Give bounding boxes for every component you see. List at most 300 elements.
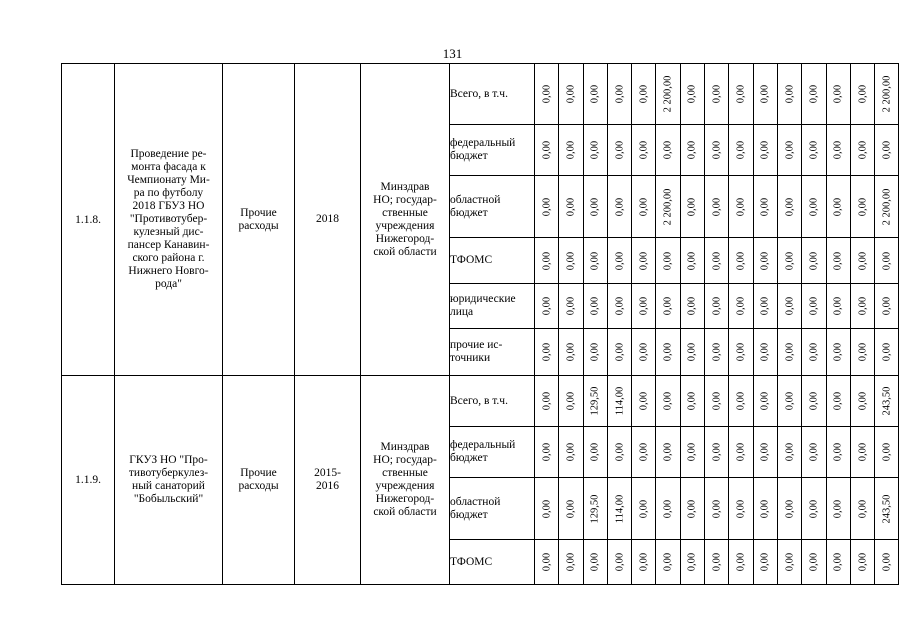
value-text: 0,00 <box>638 391 650 411</box>
value-text: 0,00 <box>711 342 723 362</box>
value-cell <box>656 329 680 376</box>
value-cell <box>559 125 583 176</box>
value-text: 0,00 <box>857 499 868 518</box>
item-title: Проведение ре- монта фасада к Чемпионату Ми- ра по футболу 2018 ГБУЗ НО "Противотубер- кулезный дис- пансер Канавин- ского района г. Нижнего Новго- рода" <box>115 64 223 376</box>
value-text: 0,00 <box>784 342 796 362</box>
value-text: 0,00 <box>808 296 820 316</box>
value-text: 0,00 <box>589 140 601 160</box>
item-title: ГКУЗ НО "Про- тивотуберкулез- ный санаторий "Бобыльский" <box>115 376 223 585</box>
value-cell <box>777 427 801 478</box>
value-cell <box>850 376 874 427</box>
value-cell <box>583 284 607 329</box>
value-text: 0,00 <box>784 197 796 216</box>
value-text: 0,00 <box>759 197 771 216</box>
value-text: 0,00 <box>857 84 868 104</box>
value-cell <box>802 478 826 540</box>
value-cell <box>632 478 656 540</box>
value-cell <box>875 540 899 585</box>
value-cell <box>535 125 559 176</box>
value-text: 0,00 <box>541 251 553 270</box>
value-cell <box>559 376 583 427</box>
value-cell <box>826 176 850 238</box>
value-text: 0,00 <box>541 442 553 462</box>
value-cell <box>535 329 559 376</box>
value-cell <box>632 238 656 284</box>
value-cell <box>632 125 656 176</box>
value-cell <box>705 238 729 284</box>
value-cell <box>632 376 656 427</box>
value-cell <box>607 329 631 376</box>
value-text: 0,00 <box>662 442 674 462</box>
value-cell <box>583 478 607 540</box>
value-cell <box>729 478 753 540</box>
value-text: 0,00 <box>735 197 747 216</box>
value-cell <box>535 238 559 284</box>
value-cell <box>583 329 607 376</box>
value-text: 0,00 <box>808 251 820 270</box>
value-text: 0,00 <box>832 197 844 216</box>
value-text: 0,00 <box>541 391 553 411</box>
value-text: 0,00 <box>711 499 723 518</box>
value-text: 0,00 <box>759 391 771 411</box>
funding-source: Всего, в т.ч. <box>450 376 535 427</box>
value-cell <box>875 329 899 376</box>
funding-source: федеральный бюджет <box>450 427 535 478</box>
value-cell <box>753 238 777 284</box>
value-cell <box>826 540 850 585</box>
value-text: 0,00 <box>857 140 868 160</box>
value-cell <box>729 376 753 427</box>
funding-source: Всего, в т.ч. <box>450 64 535 125</box>
value-cell <box>753 540 777 585</box>
expense-type: Прочие расходы <box>223 64 295 376</box>
value-cell <box>705 64 729 125</box>
value-text: 0,00 <box>832 84 844 104</box>
value-text: 0,00 <box>711 197 723 216</box>
value-text: 0,00 <box>662 391 674 411</box>
funding-source: юридические лица <box>450 284 535 329</box>
value-text: 129,50 <box>589 386 601 416</box>
value-text: 0,00 <box>638 499 650 518</box>
value-cell <box>607 376 631 427</box>
value-cell <box>583 540 607 585</box>
value-text: 0,00 <box>857 442 868 462</box>
value-text: 0,00 <box>614 197 626 216</box>
value-cell <box>607 284 631 329</box>
value-cell <box>753 284 777 329</box>
value-cell <box>656 427 680 478</box>
value-text: 0,00 <box>638 342 650 362</box>
value-cell <box>535 284 559 329</box>
budget-table <box>61 63 899 585</box>
value-cell <box>729 64 753 125</box>
value-text: 0,00 <box>832 499 844 518</box>
value-cell <box>656 540 680 585</box>
value-text: 0,00 <box>784 552 796 572</box>
value-cell <box>705 176 729 238</box>
value-text: 2 200,00 <box>881 188 893 225</box>
value-text: 0,00 <box>808 442 820 462</box>
value-cell <box>729 125 753 176</box>
value-cell <box>826 284 850 329</box>
value-text: 0,00 <box>589 442 601 462</box>
value-text: 0,00 <box>565 140 577 160</box>
value-cell <box>656 125 680 176</box>
value-text: 0,00 <box>759 296 771 316</box>
value-cell <box>753 427 777 478</box>
value-cell <box>632 329 656 376</box>
value-cell <box>753 176 777 238</box>
value-text: 2 200,00 <box>662 75 674 113</box>
value-text: 0,00 <box>565 552 577 572</box>
years: 2018 <box>295 64 361 376</box>
value-cell <box>535 64 559 125</box>
value-text: 114,00 <box>614 386 626 416</box>
value-cell <box>826 238 850 284</box>
value-text: 0,00 <box>614 296 626 316</box>
value-text: 2 200,00 <box>881 75 893 113</box>
value-text: 0,00 <box>857 251 868 270</box>
value-cell <box>875 376 899 427</box>
value-cell <box>680 176 704 238</box>
value-text: 0,00 <box>759 84 771 104</box>
value-text: 0,00 <box>759 342 771 362</box>
value-text: 0,00 <box>832 552 844 572</box>
value-text: 0,00 <box>589 197 601 216</box>
value-text: 0,00 <box>808 342 820 362</box>
value-text: 0,00 <box>589 342 601 362</box>
value-cell <box>826 478 850 540</box>
value-cell <box>607 238 631 284</box>
value-cell <box>535 176 559 238</box>
value-text: 0,00 <box>832 296 844 316</box>
value-cell <box>559 329 583 376</box>
value-text: 243,50 <box>881 386 893 416</box>
value-cell <box>753 64 777 125</box>
value-text: 243,50 <box>881 494 893 523</box>
value-text: 0,00 <box>808 552 820 572</box>
value-cell <box>729 284 753 329</box>
value-text: 0,00 <box>662 140 674 160</box>
funding-source: ТФОМС <box>450 540 535 585</box>
value-cell <box>535 540 559 585</box>
value-text: 0,00 <box>638 296 650 316</box>
value-cell <box>777 64 801 125</box>
value-cell <box>875 427 899 478</box>
funding-source: областной бюджет <box>450 176 535 238</box>
value-cell <box>632 427 656 478</box>
value-text: 0,00 <box>759 140 771 160</box>
value-text: 0,00 <box>881 442 893 462</box>
value-cell <box>656 284 680 329</box>
value-text: 0,00 <box>881 552 893 572</box>
value-cell <box>802 64 826 125</box>
value-cell <box>777 540 801 585</box>
expense-type: Прочие расходы <box>223 376 295 585</box>
value-text: 0,00 <box>808 197 820 216</box>
value-cell <box>535 376 559 427</box>
value-text: 0,00 <box>565 296 577 316</box>
funding-source: прочие ис- точники <box>450 329 535 376</box>
value-text: 0,00 <box>735 296 747 316</box>
value-text: 0,00 <box>662 499 674 518</box>
value-text: 0,00 <box>565 442 577 462</box>
value-text: 0,00 <box>735 342 747 362</box>
value-cell <box>802 427 826 478</box>
value-text: 0,00 <box>784 442 796 462</box>
value-text: 0,00 <box>541 342 553 362</box>
value-text: 0,00 <box>686 84 698 104</box>
value-cell <box>705 284 729 329</box>
value-text: 0,00 <box>638 251 650 270</box>
value-cell <box>850 540 874 585</box>
value-cell <box>777 376 801 427</box>
funding-source: ТФОМС <box>450 238 535 284</box>
value-text: 0,00 <box>614 342 626 362</box>
value-cell <box>559 540 583 585</box>
value-text: 0,00 <box>614 442 626 462</box>
value-text: 0,00 <box>614 140 626 160</box>
value-text: 0,00 <box>808 140 820 160</box>
value-text: 0,00 <box>541 140 553 160</box>
value-cell <box>875 478 899 540</box>
value-text: 114,00 <box>614 494 626 523</box>
value-text: 0,00 <box>711 442 723 462</box>
value-text: 0,00 <box>589 552 601 572</box>
value-cell <box>826 64 850 125</box>
value-cell <box>607 125 631 176</box>
value-text: 0,00 <box>832 140 844 160</box>
value-cell <box>802 329 826 376</box>
value-cell <box>680 284 704 329</box>
value-cell <box>850 125 874 176</box>
value-cell <box>729 238 753 284</box>
value-text: 0,00 <box>881 342 893 362</box>
value-cell <box>559 478 583 540</box>
value-text: 0,00 <box>589 296 601 316</box>
value-cell <box>583 376 607 427</box>
value-cell <box>802 284 826 329</box>
value-text: 0,00 <box>711 296 723 316</box>
value-text: 0,00 <box>832 391 844 411</box>
value-text: 0,00 <box>857 552 868 572</box>
value-cell <box>583 176 607 238</box>
value-cell <box>777 176 801 238</box>
value-text: 0,00 <box>686 499 698 518</box>
value-cell <box>656 176 680 238</box>
value-cell <box>753 478 777 540</box>
value-cell <box>656 478 680 540</box>
value-text: 0,00 <box>565 197 577 216</box>
value-text: 0,00 <box>541 84 553 104</box>
value-text: 0,00 <box>686 342 698 362</box>
value-cell <box>632 64 656 125</box>
value-text: 2 200,00 <box>662 188 674 225</box>
value-text: 0,00 <box>638 442 650 462</box>
value-text: 0,00 <box>662 251 674 270</box>
value-text: 0,00 <box>565 251 577 270</box>
value-cell <box>632 284 656 329</box>
value-text: 0,00 <box>881 296 893 316</box>
value-text: 0,00 <box>614 251 626 270</box>
value-cell <box>753 376 777 427</box>
value-cell <box>777 284 801 329</box>
value-text: 0,00 <box>857 296 868 316</box>
value-cell <box>729 329 753 376</box>
value-cell <box>607 64 631 125</box>
value-text: 129,50 <box>589 494 601 523</box>
value-text: 0,00 <box>541 552 553 572</box>
table-row <box>62 64 899 125</box>
value-text: 0,00 <box>735 391 747 411</box>
value-cell <box>680 329 704 376</box>
value-cell <box>656 238 680 284</box>
value-cell <box>583 238 607 284</box>
value-cell <box>875 64 899 125</box>
value-text: 0,00 <box>565 391 577 411</box>
value-text: 0,00 <box>832 251 844 270</box>
value-cell <box>875 125 899 176</box>
value-cell <box>802 238 826 284</box>
value-cell <box>802 176 826 238</box>
item-number: 1.1.9. <box>62 376 115 585</box>
value-cell <box>559 64 583 125</box>
value-cell <box>632 540 656 585</box>
value-text: 0,00 <box>589 84 601 104</box>
value-cell <box>583 427 607 478</box>
value-cell <box>826 329 850 376</box>
value-text: 0,00 <box>541 499 553 518</box>
years: 2015- 2016 <box>295 376 361 585</box>
value-cell <box>705 376 729 427</box>
value-text: 0,00 <box>735 442 747 462</box>
value-cell <box>875 284 899 329</box>
value-text: 0,00 <box>711 251 723 270</box>
executor: Минздрав НО; государ- ственные учреждения Нижегород- ской области <box>361 64 450 376</box>
value-cell <box>680 238 704 284</box>
funding-source: областной бюджет <box>450 478 535 540</box>
value-cell <box>850 427 874 478</box>
value-cell <box>559 284 583 329</box>
value-text: 0,00 <box>735 251 747 270</box>
value-cell <box>705 329 729 376</box>
value-text: 0,00 <box>638 140 650 160</box>
value-text: 0,00 <box>686 140 698 160</box>
value-text: 0,00 <box>686 251 698 270</box>
value-cell <box>680 125 704 176</box>
value-text: 0,00 <box>881 140 893 160</box>
value-text: 0,00 <box>735 552 747 572</box>
value-text: 0,00 <box>784 499 796 518</box>
value-text: 0,00 <box>832 342 844 362</box>
value-cell <box>850 478 874 540</box>
value-cell <box>607 478 631 540</box>
value-text: 0,00 <box>808 499 820 518</box>
value-cell <box>729 176 753 238</box>
value-cell <box>680 427 704 478</box>
value-cell <box>802 125 826 176</box>
value-text: 0,00 <box>686 391 698 411</box>
value-cell <box>607 540 631 585</box>
value-cell <box>777 478 801 540</box>
value-text: 0,00 <box>759 552 771 572</box>
value-text: 0,00 <box>565 84 577 104</box>
value-text: 0,00 <box>711 140 723 160</box>
value-cell <box>729 427 753 478</box>
value-text: 0,00 <box>662 296 674 316</box>
value-cell <box>753 125 777 176</box>
value-text: 0,00 <box>735 140 747 160</box>
value-cell <box>705 478 729 540</box>
value-cell <box>705 540 729 585</box>
value-text: 0,00 <box>735 499 747 518</box>
value-cell <box>559 176 583 238</box>
value-cell <box>826 125 850 176</box>
value-text: 0,00 <box>614 552 626 572</box>
value-text: 0,00 <box>541 197 553 216</box>
value-text: 0,00 <box>759 499 771 518</box>
item-number: 1.1.8. <box>62 64 115 376</box>
value-text: 0,00 <box>784 140 796 160</box>
value-text: 0,00 <box>614 84 626 104</box>
value-text: 0,00 <box>711 552 723 572</box>
value-cell <box>680 540 704 585</box>
value-cell <box>826 376 850 427</box>
value-text: 0,00 <box>686 442 698 462</box>
value-cell <box>753 329 777 376</box>
value-cell <box>680 478 704 540</box>
value-cell <box>632 176 656 238</box>
value-cell <box>802 540 826 585</box>
value-text: 0,00 <box>565 342 577 362</box>
value-cell <box>850 64 874 125</box>
value-text: 0,00 <box>808 84 820 104</box>
value-text: 0,00 <box>759 442 771 462</box>
value-cell <box>656 64 680 125</box>
value-cell <box>607 176 631 238</box>
value-cell <box>850 238 874 284</box>
value-text: 0,00 <box>686 296 698 316</box>
value-text: 0,00 <box>857 391 868 411</box>
value-cell <box>875 238 899 284</box>
value-text: 0,00 <box>711 391 723 411</box>
value-cell <box>607 427 631 478</box>
value-text: 0,00 <box>662 552 674 572</box>
value-text: 0,00 <box>784 251 796 270</box>
value-cell <box>777 238 801 284</box>
funding-source: федеральный бюджет <box>450 125 535 176</box>
value-text: 0,00 <box>857 197 868 216</box>
value-cell <box>559 238 583 284</box>
value-cell <box>583 125 607 176</box>
value-cell <box>680 64 704 125</box>
value-text: 0,00 <box>638 552 650 572</box>
value-text: 0,00 <box>589 251 601 270</box>
value-cell <box>850 329 874 376</box>
value-cell <box>535 427 559 478</box>
value-cell <box>729 540 753 585</box>
value-text: 0,00 <box>784 296 796 316</box>
value-cell <box>850 284 874 329</box>
value-cell <box>850 176 874 238</box>
value-text: 0,00 <box>881 251 893 270</box>
executor: Минздрав НО; государ- ственные учреждения Нижегород- ской области <box>361 376 450 585</box>
value-text: 0,00 <box>784 391 796 411</box>
value-cell <box>680 376 704 427</box>
value-text: 0,00 <box>565 499 577 518</box>
value-cell <box>826 427 850 478</box>
value-cell <box>875 176 899 238</box>
